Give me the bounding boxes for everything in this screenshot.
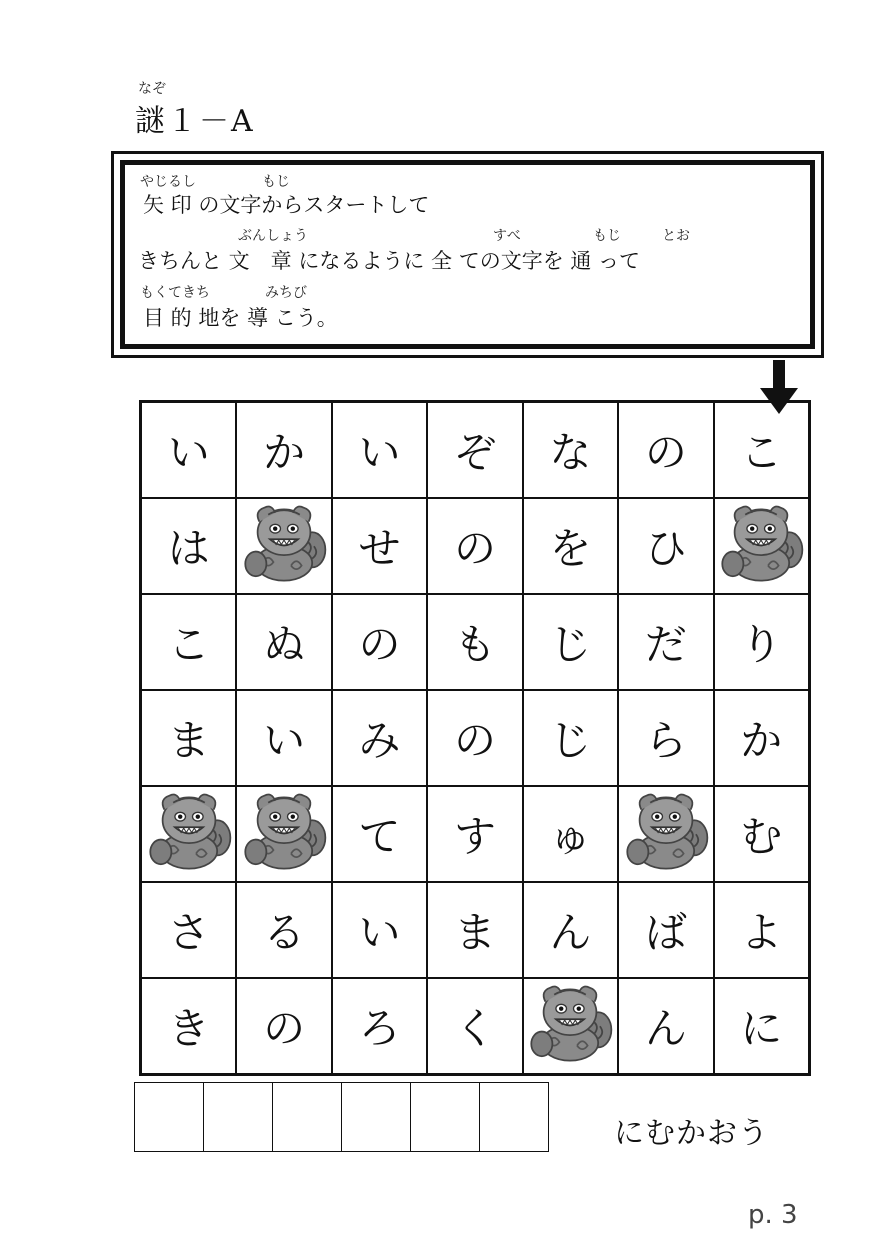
grid-cell[interactable] bbox=[427, 978, 522, 1074]
grid-cell-char: ん bbox=[644, 1004, 687, 1053]
grid-cell[interactable] bbox=[618, 402, 713, 498]
grid-cell-char: て bbox=[358, 812, 401, 861]
grid-cell-char: の bbox=[644, 428, 687, 477]
grid-cell[interactable] bbox=[332, 594, 427, 690]
answer-box[interactable] bbox=[134, 1082, 204, 1152]
ruby-too: とお bbox=[662, 228, 690, 244]
grid-cell-obstacle[interactable] bbox=[523, 978, 618, 1074]
grid-cell[interactable] bbox=[141, 690, 236, 786]
grid-cell[interactable] bbox=[714, 402, 809, 498]
ruby-bunshou: ぶんしょう bbox=[238, 228, 308, 244]
grid-cell-char: の bbox=[358, 620, 401, 669]
grid-cell[interactable] bbox=[523, 498, 618, 594]
grid-cell-char: ば bbox=[644, 908, 687, 957]
shisa-lion-icon bbox=[240, 786, 328, 882]
page-title: 謎１－A bbox=[135, 104, 255, 139]
grid-cell-char: ゅ bbox=[549, 812, 592, 861]
grid-cell-char: い bbox=[358, 428, 401, 477]
grid-cell-char: ま bbox=[167, 716, 210, 765]
grid-cell[interactable] bbox=[714, 594, 809, 690]
grid-cell-obstacle[interactable] bbox=[618, 786, 713, 882]
grid-cell-char: せ bbox=[358, 524, 401, 573]
grid-cell-char: の bbox=[453, 716, 496, 765]
grid-cell[interactable] bbox=[427, 690, 522, 786]
grid-cell[interactable] bbox=[236, 978, 331, 1074]
grid-cell[interactable] bbox=[523, 594, 618, 690]
answer-box[interactable] bbox=[479, 1082, 549, 1152]
grid-cell-char: み bbox=[358, 716, 401, 765]
grid-cell-char: い bbox=[358, 908, 401, 957]
grid-cell-char: に bbox=[740, 1004, 783, 1053]
grid-cell[interactable] bbox=[618, 978, 713, 1074]
grid-cell-char: い bbox=[263, 716, 306, 765]
grid-cell-char: だ bbox=[644, 620, 687, 669]
grid-cell-char: さ bbox=[167, 908, 210, 957]
grid-cell-char: か bbox=[263, 428, 306, 477]
grid-cell[interactable] bbox=[236, 402, 331, 498]
grid-cell-char: い bbox=[167, 428, 210, 477]
answer-suffix: にむかおう bbox=[614, 1116, 769, 1151]
grid-cell[interactable] bbox=[141, 882, 236, 978]
ruby-mokutekichi: もくてきち bbox=[140, 285, 210, 301]
grid-cell-obstacle[interactable] bbox=[141, 786, 236, 882]
grid-cell-char: る bbox=[263, 908, 306, 957]
grid-cell-obstacle[interactable] bbox=[236, 498, 331, 594]
grid-cell-char: か bbox=[740, 716, 783, 765]
grid-cell[interactable] bbox=[332, 882, 427, 978]
grid-cell-char: す bbox=[453, 812, 496, 861]
grid-cell-char: り bbox=[740, 620, 783, 669]
grid-cell[interactable] bbox=[523, 786, 618, 882]
grid-cell-char: じ bbox=[549, 716, 592, 765]
ruby-moji-2: もじ bbox=[593, 228, 621, 244]
ruby-michibi: みちび bbox=[265, 285, 307, 301]
instruction-line-3: 目 的 地を 導 こう。 bbox=[143, 306, 338, 330]
grid-cell[interactable] bbox=[332, 690, 427, 786]
grid-cell[interactable] bbox=[141, 498, 236, 594]
grid-cell[interactable] bbox=[618, 594, 713, 690]
grid-cell-char: こ bbox=[740, 428, 783, 477]
grid-cell[interactable] bbox=[523, 402, 618, 498]
grid-cell-char: を bbox=[549, 524, 592, 573]
grid-cell[interactable] bbox=[618, 882, 713, 978]
ruby-sube: すべ bbox=[493, 228, 521, 244]
grid-cell-char: の bbox=[453, 524, 496, 573]
grid-cell-char: は bbox=[167, 524, 210, 573]
grid-cell-char: む bbox=[740, 812, 783, 861]
puzzle-grid bbox=[139, 400, 811, 1076]
answer-box[interactable] bbox=[341, 1082, 411, 1152]
grid-cell[interactable] bbox=[427, 594, 522, 690]
grid-cell-char: じ bbox=[549, 620, 592, 669]
grid-cell-char: ま bbox=[453, 908, 496, 957]
instruction-line-1: 矢 印 の文字からスタートして bbox=[143, 193, 430, 217]
grid-cell[interactable] bbox=[714, 882, 809, 978]
grid-cell[interactable] bbox=[714, 978, 809, 1074]
grid-cell[interactable] bbox=[332, 978, 427, 1074]
grid-cell[interactable] bbox=[236, 594, 331, 690]
shisa-lion-icon bbox=[622, 786, 710, 882]
instructions-box bbox=[111, 151, 824, 358]
answer-box[interactable] bbox=[410, 1082, 480, 1152]
grid-cell[interactable] bbox=[236, 690, 331, 786]
grid-cell-char: ろ bbox=[358, 1004, 401, 1053]
answer-box[interactable] bbox=[272, 1082, 342, 1152]
grid-cell-char: も bbox=[453, 620, 496, 669]
answer-box[interactable] bbox=[203, 1082, 273, 1152]
page-number: p. 3 bbox=[748, 1200, 798, 1230]
grid-cell-obstacle[interactable] bbox=[236, 786, 331, 882]
grid-cell[interactable] bbox=[332, 498, 427, 594]
grid-cell-char: よ bbox=[740, 908, 783, 957]
instruction-line-2: きちんと 文 章 になるように 全 ての文字を 通 って bbox=[138, 249, 641, 273]
grid-cell-char: ひ bbox=[644, 524, 687, 573]
ruby-moji-1: もじ bbox=[262, 174, 290, 190]
grid-cell-char: ぞ bbox=[453, 428, 496, 477]
grid-cell[interactable] bbox=[427, 882, 522, 978]
grid-cell-char: く bbox=[453, 1004, 496, 1053]
shisa-lion-icon bbox=[526, 978, 614, 1074]
grid-cell[interactable] bbox=[141, 402, 236, 498]
grid-cell[interactable] bbox=[141, 594, 236, 690]
grid-cell-char: こ bbox=[167, 620, 210, 669]
grid-cell-obstacle[interactable] bbox=[714, 498, 809, 594]
answer-boxes bbox=[134, 1082, 548, 1152]
grid-cell[interactable] bbox=[427, 402, 522, 498]
grid-cell[interactable] bbox=[618, 498, 713, 594]
grid-cell-char: ら bbox=[644, 716, 687, 765]
grid-cell[interactable] bbox=[332, 402, 427, 498]
grid-cell[interactable] bbox=[523, 690, 618, 786]
grid-cell-char: な bbox=[549, 428, 592, 477]
grid-cell-char: き bbox=[167, 1004, 210, 1053]
grid-cell-char: の bbox=[263, 1004, 306, 1053]
grid-cell[interactable] bbox=[714, 690, 809, 786]
title-ruby: なぞ bbox=[138, 81, 166, 97]
grid-cell[interactable] bbox=[332, 786, 427, 882]
grid-cell[interactable] bbox=[714, 786, 809, 882]
grid-cell[interactable] bbox=[141, 978, 236, 1074]
ruby-yajirushi: やじるし bbox=[140, 174, 196, 190]
grid-cell-char: ぬ bbox=[263, 620, 306, 669]
shisa-lion-icon bbox=[145, 786, 233, 882]
grid-cell[interactable] bbox=[523, 882, 618, 978]
shisa-lion-icon bbox=[240, 498, 328, 594]
grid-cell[interactable] bbox=[236, 882, 331, 978]
grid-cell[interactable] bbox=[427, 786, 522, 882]
grid-cell[interactable] bbox=[427, 498, 522, 594]
grid-cell[interactable] bbox=[618, 690, 713, 786]
grid-cell-char: ん bbox=[549, 908, 592, 957]
shisa-lion-icon bbox=[717, 498, 805, 594]
